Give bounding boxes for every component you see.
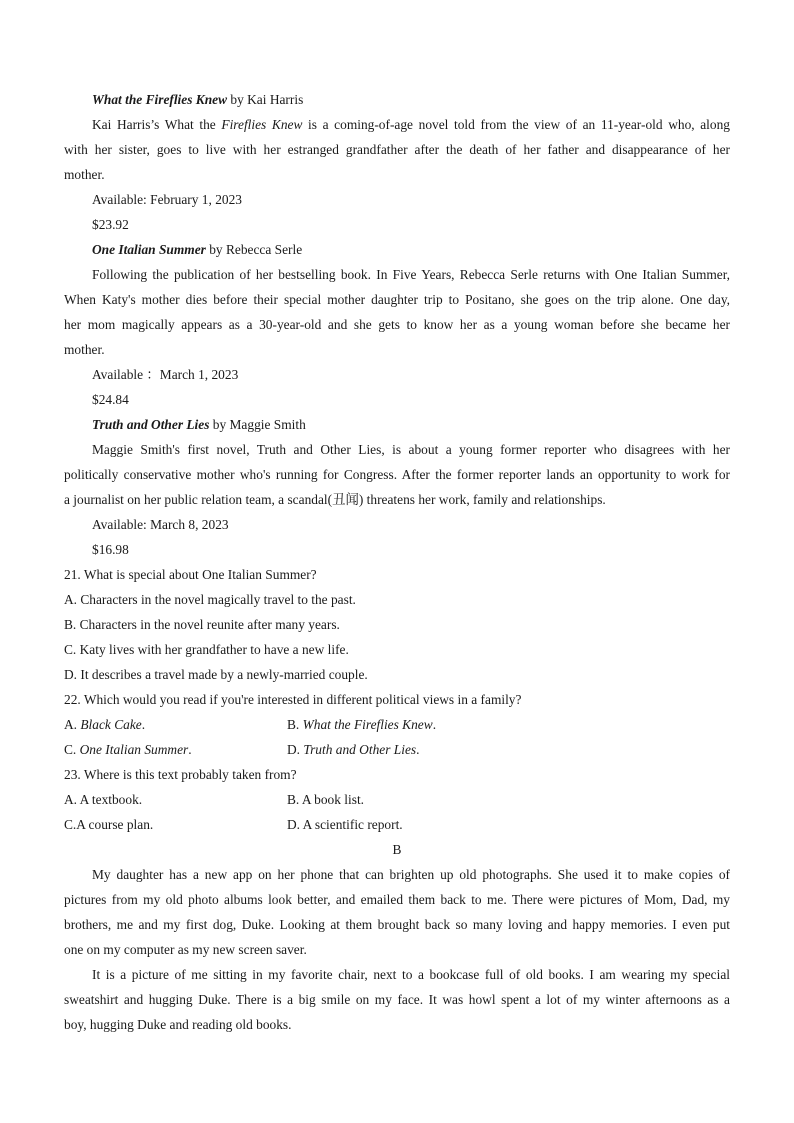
- q22-option-a: [64, 712, 287, 737]
- book3-desc-line3: a journalist on her public relation team, a scandal(丑闻) threatens her work, family and relationships.: [64, 492, 606, 507]
- q22-option-d: [287, 737, 730, 762]
- q23-stem: 23. Where is this text probably taken from?: [64, 767, 297, 782]
- book1-desc-line2: with her sister, goes to live with her estranged grandfather after the death of her father and disappearance of her: [64, 142, 730, 157]
- q22-options-row1: [64, 712, 730, 737]
- book1-desc-line1: [64, 112, 730, 137]
- section-b-p2-line3: boy, hugging Duke and reading old books.: [64, 1017, 292, 1032]
- q22-option-d-title: Truth and Other Lies: [303, 742, 417, 757]
- q22-option-c-period: .: [188, 742, 192, 757]
- q22-option-d-period: .: [416, 742, 420, 757]
- book2-desc-line1: Following the publication of her bestselling book. In Five Years, Rebecca Serle returns with One Italian Summer,: [92, 267, 730, 282]
- section-b-p2-line2: sweatshirt and hugging Duke. There is a big smile on my face. It was howl spent a lot of my winter afternoons as a: [64, 992, 730, 1007]
- q22-option-c-letter: C.: [64, 742, 80, 757]
- book2-author: by Rebecca Serle: [205, 242, 303, 257]
- book2-desc-line2: When Katy's mother dies before their special mother daughter trip to Positano, she goes on the trip alone. One day,: [64, 292, 730, 307]
- book3-title: Truth and Other Lies: [92, 417, 210, 432]
- book3-heading: [64, 412, 730, 437]
- section-b-heading: B: [392, 842, 402, 857]
- book1-price: $23.92: [92, 217, 129, 232]
- book3-desc-line2: politically conservative mother who's running for Congress. After the former reporter lands an opportunity to work for: [64, 467, 730, 482]
- section-b-p1-line4: one on my computer as my new screen saver.: [64, 942, 307, 957]
- book1-author: by Kai Harris: [227, 92, 304, 107]
- section-b-p1-line3: brothers, me and my first dog, Duke. Looking at them brought back so many loving and happy memories. I even put: [64, 917, 730, 932]
- q22-option-d-letter: D.: [287, 742, 304, 757]
- book2-available: Available ：March 1, 2023: [92, 367, 239, 382]
- book3-price: $16.98: [92, 542, 129, 557]
- q23-option-c: C.A course plan.: [64, 817, 154, 832]
- q23-options-row2: [64, 812, 730, 837]
- q22-option-b: [287, 712, 730, 737]
- book1-heading: [64, 87, 730, 112]
- q23-option-a: A. A textbook.: [64, 792, 143, 807]
- q21-option-d: D. It describes a travel made by a newly-married couple.: [64, 667, 368, 682]
- q23-option-d: D. A scientific report.: [287, 817, 403, 832]
- book2-title: One Italian Summer: [92, 242, 206, 257]
- q22-option-a-title: Black Cake: [80, 717, 142, 732]
- book2-price: $24.84: [92, 392, 129, 407]
- book2-heading: [64, 237, 730, 262]
- q22-option-a-letter: A.: [64, 717, 81, 732]
- q22-option-b-period: .: [432, 717, 437, 732]
- book1-title: What the Fireflies Knew: [92, 92, 228, 107]
- book3-desc-line1: Maggie Smith's first novel, Truth and Other Lies, is about a young former reporter who disagrees with her: [92, 442, 730, 457]
- book3-author: by Maggie Smith: [209, 417, 306, 432]
- q22-options-row2: [64, 737, 730, 762]
- book3-available: Available: March 8, 2023: [92, 517, 229, 532]
- q22-option-b-title: What the Fireflies Knew: [302, 717, 433, 732]
- document-page: [64, 87, 730, 1037]
- book2-desc-line3: her mom magically appears as a 30-year-old and she gets to know her as a young woman before she became her: [64, 317, 730, 332]
- section-b-p1-line1: My daughter has a new app on her phone that can brighten up old photographs. She used it to make copies of: [92, 867, 730, 882]
- q22-option-c-title: One Italian Summer: [79, 742, 189, 757]
- book1-available: Available: February 1, 2023: [92, 192, 242, 207]
- book1-desc-text-c: is a coming-of-age novel told from the view of an 11-year-old who, along: [302, 117, 730, 132]
- book2-desc-line4: mother.: [64, 342, 105, 357]
- q22-option-c: [64, 737, 287, 762]
- section-b-p2-line1: It is a picture of me sitting in my favorite chair, next to a bookcase full of old books. I am wearing my special: [92, 967, 730, 982]
- q23-option-b: B. A book list.: [287, 792, 365, 807]
- q21-option-a: A. Characters in the novel magically travel to the past.: [64, 592, 356, 607]
- book1-desc-title-italic: Fireflies Knew: [221, 117, 303, 132]
- q23-options-row1: [64, 787, 730, 812]
- book1-desc-text-a: Kai Harris’s What the: [92, 117, 222, 132]
- q22-stem: 22. Which would you read if you're interested in different political views in a family?: [64, 692, 522, 707]
- section-b-p1-line2: pictures from my old photo albums look better, and emailed them back to me. There were pictures of Mom, Dad, my: [64, 892, 730, 907]
- q22-option-b-letter: B.: [287, 717, 303, 732]
- book1-desc-line3: mother.: [64, 167, 105, 182]
- q21-option-b: B. Characters in the novel reunite after many years.: [64, 617, 340, 632]
- q21-option-c: C. Katy lives with her grandfather to have a new life.: [64, 642, 349, 657]
- q22-option-a-period: .: [141, 717, 146, 732]
- q21-stem: 21. What is special about One Italian Summer?: [64, 567, 317, 582]
